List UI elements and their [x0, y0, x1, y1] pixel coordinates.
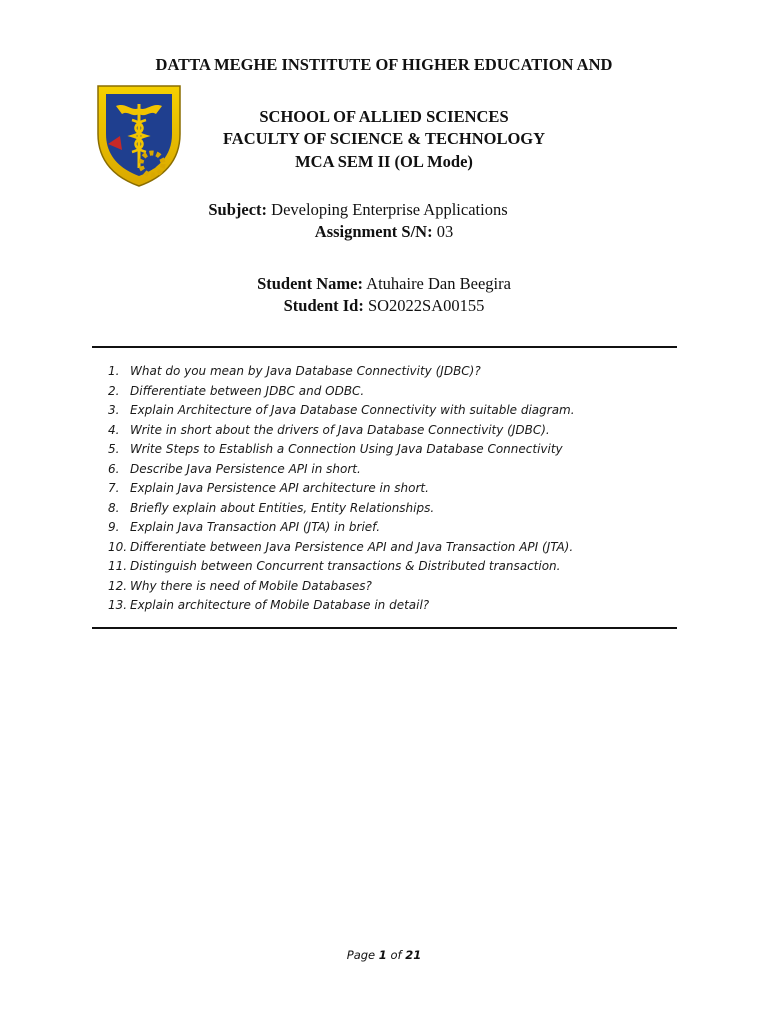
- question-number: 11.: [108, 559, 128, 573]
- question-number: 1.: [108, 364, 120, 378]
- question-item: [108, 421, 678, 441]
- question-item: [108, 401, 678, 421]
- footer-page-word: Page: [346, 948, 376, 962]
- question-item: [108, 577, 678, 597]
- faculty-title-line: FACULTY OF SCIENCE & TECHNOLOGY: [222, 129, 546, 148]
- subject-value: Developing Enterprise Applications: [271, 200, 508, 219]
- question-text: Write Steps to Establish a Connection Using Java Database Connectivity: [130, 442, 563, 456]
- question-number: 13.: [108, 598, 128, 612]
- question-item: [108, 382, 678, 402]
- question-item: [108, 557, 678, 577]
- question-text: Describe Java Persistence API in short.: [130, 461, 361, 476]
- course-title-line: MCA SEM II (OL Mode): [295, 152, 473, 171]
- subject-label: Subject:: [208, 200, 268, 219]
- assignment-value: 03: [436, 222, 454, 241]
- question-number: 7.: [108, 481, 120, 495]
- student-name-value: Atuhaire Dan Beegira: [366, 274, 511, 293]
- question-number: 8.: [108, 500, 120, 515]
- question-item: [108, 440, 678, 460]
- question-text: Explain Java Transaction API (JTA) in brief.: [130, 520, 381, 534]
- footer-total-pages: 21: [405, 948, 422, 962]
- subject-line: [0, 200, 716, 220]
- student-name-label: Student Name:: [257, 274, 363, 293]
- top-divider: [92, 346, 677, 348]
- page-footer: [0, 948, 768, 962]
- bottom-divider: [92, 627, 677, 629]
- question-text: Why there is need of Mobile Databases?: [130, 578, 372, 593]
- footer-page-number: 1: [378, 948, 387, 962]
- question-item: [108, 596, 678, 616]
- question-item: [108, 538, 678, 558]
- question-text: Explain architecture of Mobile Database in detail?: [130, 598, 430, 612]
- question-text: Explain Java Persistence API architecture in short.: [130, 481, 429, 495]
- question-text: What do you mean by Java Database Connectivity (JDBC)?: [130, 364, 481, 378]
- question-item: [108, 479, 678, 499]
- question-number: 4.: [108, 422, 120, 437]
- question-item: [108, 460, 678, 480]
- student-name-line: [0, 274, 768, 294]
- institute-title-line: DATTA MEGHE INSTITUTE OF HIGHER EDUCATION AND: [155, 55, 613, 74]
- student-id-line: [0, 296, 768, 316]
- question-text: Differentiate between Java Persistence API and Java Transaction API (JTA).: [130, 539, 574, 554]
- question-text: Write in short about the drivers of Java Database Connectivity (JDBC).: [130, 422, 550, 437]
- student-id-value: SO2022SA00155: [367, 296, 485, 315]
- assignment-label: Assignment S/N:: [314, 222, 433, 241]
- question-text: Briefly explain about Entities, Entity Relationships.: [130, 500, 435, 515]
- school-title-line: SCHOOL OF ALLIED SCIENCES: [259, 107, 509, 126]
- question-list: [108, 362, 678, 616]
- question-number: 10.: [108, 539, 128, 554]
- question-number: 5.: [108, 442, 120, 456]
- question-text: Differentiate between JDBC and ODBC.: [130, 383, 365, 398]
- question-item: [108, 362, 678, 382]
- footer-of-word: of: [390, 948, 402, 962]
- question-number: 2.: [108, 383, 120, 398]
- question-text: Explain Architecture of Java Database Connectivity with suitable diagram.: [130, 403, 575, 417]
- assignment-line: [0, 222, 768, 242]
- question-item: [108, 499, 678, 519]
- question-number: 9.: [108, 520, 120, 534]
- question-number: 12.: [108, 578, 128, 593]
- question-number: 3.: [108, 403, 120, 417]
- student-id-label: Student Id:: [283, 296, 364, 315]
- question-number: 6.: [108, 461, 120, 476]
- question-item: [108, 518, 678, 538]
- question-text: Distinguish between Concurrent transactions & Distributed transaction.: [130, 559, 561, 573]
